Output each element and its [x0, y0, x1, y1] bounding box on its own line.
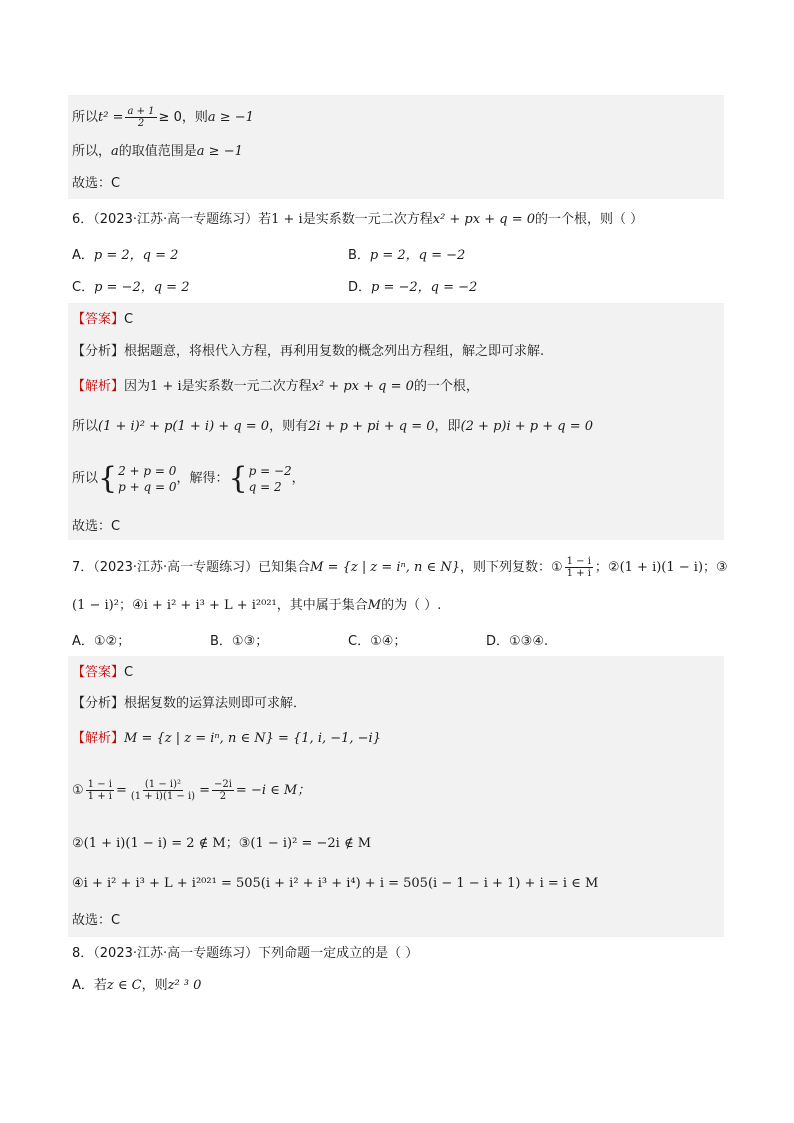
- prev-choose: 故选：C: [72, 176, 121, 191]
- q7-option-b: B．①③；: [210, 634, 269, 649]
- q7-solution-3: ②(1 + i)(1 − i) = 2 ∉ M；③(1 − i)² = −2i ∉ M: [72, 836, 372, 851]
- q7-answer: 【答案】C: [72, 665, 134, 680]
- prev-line-2: 所以，a的取值范围是a ≥ −1: [72, 144, 243, 159]
- q6-stem: 6．（2023·江苏·高一专题练习）若1 + i是实系数一元二次方程x² + px + q = 0的一个根，则（ ）: [72, 212, 644, 227]
- equation-system-1: { 2 + p = 0 p + q = 0: [98, 460, 177, 496]
- q7-option-d: D．①③④.: [486, 634, 549, 649]
- q7-option-c: C．①④；: [348, 634, 407, 649]
- q6-solution-3: 所以 { 2 + p = 0 p + q = 0 ，解得： { p = −2 q = 2 ，: [72, 460, 305, 496]
- q6-option-a: A．p = 2，q = 2: [72, 248, 179, 263]
- q8-option-a: A．若z ∈ C，则z² ³ 0: [72, 978, 202, 993]
- equation-system-2: { p = −2 q = 2: [228, 460, 292, 496]
- q6-option-b: B．p = 2，q = −2: [348, 248, 466, 263]
- q8-stem: 8．（2023·江苏·高一专题练习）下列命题一定成立的是（ ）: [72, 946, 419, 961]
- q6-solution-1: 【解析】因为1 + i是实系数一元二次方程x² + px + q = 0的一个根，: [72, 379, 479, 394]
- q7-solution-1: 【解析】M = {z | z = iⁿ, n ∈ N} = {1, i, −1, −i}: [72, 731, 381, 746]
- fraction: $\frac{\text{(1 − i)²}}{(1 + i)(1 - i)}$: [130, 779, 196, 802]
- q7-solution-4: ④i + i² + i³ + L + i²⁰²¹ = 505(i + i² + i³ + i⁴) + i = 505(i − 1 − i + 1) + i = i ∈ M: [72, 876, 599, 891]
- q6-answer: 【答案】C: [72, 312, 134, 327]
- fraction: $\frac{a + 1}{2}$: [127, 106, 155, 129]
- q7-stem-2: (1 − i)²；④i + i² + i³ + L + i²⁰²¹，其中属于集合M的为（ ）.: [72, 598, 442, 613]
- q6-option-d: D．p = −2，q = −2: [348, 280, 478, 295]
- q6-choose: 故选：C: [72, 519, 121, 534]
- q7-option-a: A．①②；: [72, 634, 131, 649]
- q7-solution-2: ① $\frac{1 - i}{1 + i}$ = $\frac{\text{(1 − i)²}}{(1 + i)(1 - i)}$ = $\frac{-2i}{2}$ = −i ∈ M；: [72, 779, 311, 802]
- q6-analysis: 【分析】根据题意，将根代入方程，再利用复数的概念列出方程组，解之即可求解.: [72, 344, 545, 359]
- q6-option-c: C．p = −2，q = 2: [72, 280, 190, 295]
- q7-stem-1: 7．（2023·江苏·高一专题练习）已知集合M = {z | z = iⁿ, n ∈ N}，则下列复数：① $\frac{1 - i}{1 + i}$ ；②(1 + i)(1 − i)；③: [72, 556, 728, 579]
- prev-line-1: 所以t² = $\frac{a + 1}{2}$ ≥ 0，则a ≥ −1: [72, 106, 254, 129]
- q7-analysis: 【分析】根据复数的运算法则即可求解．: [72, 696, 307, 711]
- fraction: $\frac{-2i}{2}$: [213, 779, 232, 802]
- fraction: $\frac{1 - i}{1 + i}$: [566, 556, 591, 579]
- q6-solution-2: 所以(1 + i)² + p(1 + i) + q = 0，则有2i + p + pi + q = 0，即(2 + p)i + p + q = 0: [72, 419, 593, 434]
- q7-choose: 故选：C: [72, 913, 121, 928]
- fraction: $\frac{1 - i}{1 + i}$: [87, 779, 112, 802]
